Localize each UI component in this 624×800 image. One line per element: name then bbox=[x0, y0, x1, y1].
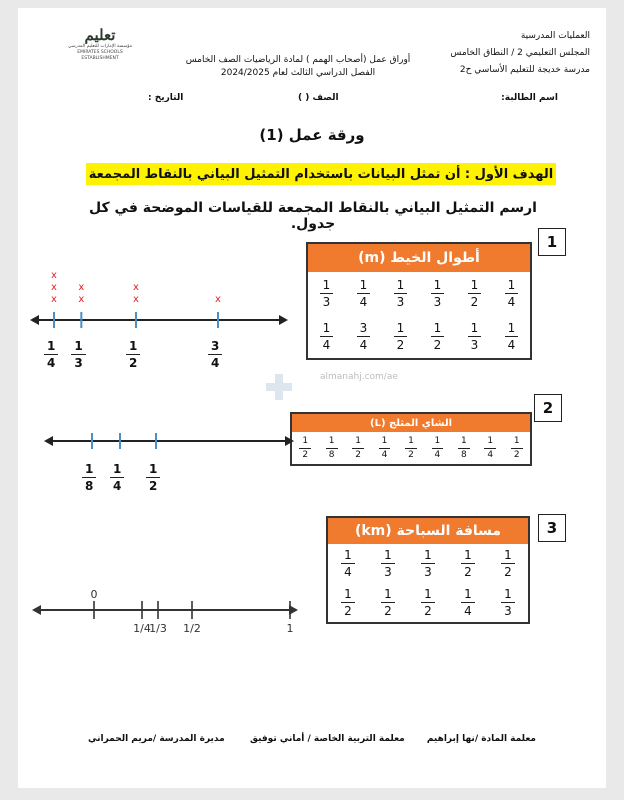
table-cell-fraction bbox=[431, 322, 445, 351]
watermark-site: almanahj.com/ae bbox=[320, 372, 398, 382]
worksheet-title: ورقة عمل (1) bbox=[259, 126, 365, 144]
goal-banner: الهدف الأول : أن تمثل البيانات باستخدام التمثيل البياني بالنقاط المجمعة bbox=[86, 163, 556, 185]
fraction-denominator: 4 bbox=[359, 295, 368, 309]
tick-label bbox=[82, 463, 96, 492]
fraction-denominator: 3 bbox=[396, 295, 405, 309]
table-cell-fraction bbox=[320, 279, 334, 308]
fraction-numerator: 1 bbox=[357, 279, 371, 294]
fraction-denominator: 4 bbox=[434, 449, 441, 460]
fraction-denominator: 4 bbox=[211, 356, 220, 370]
fraction-denominator: 8 bbox=[460, 449, 467, 460]
table-cell-fraction bbox=[381, 588, 395, 617]
problem-1-table-title: أطوال الخيط (m) bbox=[308, 244, 530, 272]
fraction-denominator: 3 bbox=[424, 565, 432, 579]
tick-label: 1/4 bbox=[133, 622, 151, 635]
watermark-cross bbox=[266, 374, 292, 400]
table-cell-fraction bbox=[320, 322, 334, 351]
fraction-denominator: 3 bbox=[470, 338, 479, 352]
fraction-numerator: 1 bbox=[320, 279, 334, 294]
table-cell-fraction bbox=[511, 437, 523, 460]
tick-label bbox=[126, 340, 140, 369]
table-row bbox=[328, 544, 528, 583]
fraction-denominator: 2 bbox=[470, 295, 479, 309]
fraction-numerator: 1 bbox=[381, 549, 395, 564]
fraction-denominator: 4 bbox=[344, 565, 352, 579]
fraction-denominator: 4 bbox=[113, 479, 122, 493]
header-right-line-3: مدرسة خديجة للتعليم الأساسي ح2 bbox=[459, 65, 590, 75]
fraction-denominator: 2 bbox=[408, 449, 414, 460]
fraction-denominator: 4 bbox=[359, 338, 368, 352]
fraction-numerator: 1 bbox=[326, 437, 338, 449]
problem-1-table-rows bbox=[308, 272, 530, 358]
table-cell-fraction bbox=[299, 437, 311, 460]
problem-3-table bbox=[326, 516, 530, 624]
fraction-numerator: 1 bbox=[432, 437, 444, 449]
fraction-numerator: 1 bbox=[299, 437, 311, 449]
table-cell-fraction bbox=[421, 588, 435, 617]
fraction-numerator: 1 bbox=[394, 279, 408, 294]
table-cell-fraction bbox=[484, 437, 496, 460]
problem-3-table-rows bbox=[328, 544, 528, 622]
fraction-denominator: 4 bbox=[507, 338, 516, 352]
plot-x-mark: x bbox=[51, 270, 57, 281]
fraction-numerator: 1 bbox=[431, 279, 445, 294]
fraction-denominator: 2 bbox=[302, 449, 309, 460]
problem-2-table-title: الشاي المثلج (L) bbox=[292, 414, 530, 432]
number-line-arrow-right bbox=[285, 436, 294, 446]
logo-sub-3: ESTABLISHMENT bbox=[81, 56, 119, 61]
student-name-label: اسم الطالبة: bbox=[501, 93, 558, 103]
fraction-denominator: 4 bbox=[487, 449, 494, 460]
plot-x-mark: x bbox=[133, 294, 139, 305]
fraction-numerator: 1 bbox=[126, 340, 140, 355]
footer-teacher: معلمة المادة /نها إبراهيم bbox=[426, 734, 536, 744]
fraction-numerator: 1 bbox=[484, 437, 496, 449]
table-cell-fraction bbox=[341, 588, 355, 617]
fraction-numerator: 1 bbox=[468, 322, 482, 337]
fraction-numerator: 1 bbox=[320, 322, 334, 337]
header-right-line-1: العمليات المدرسية bbox=[520, 31, 590, 41]
fraction-numerator: 1 bbox=[381, 588, 395, 603]
fraction-numerator: 1 bbox=[394, 322, 408, 337]
table-cell-fraction bbox=[394, 322, 408, 351]
tick-label bbox=[110, 463, 124, 492]
fraction-denominator: 3 bbox=[74, 356, 83, 370]
fraction-numerator: 1 bbox=[501, 588, 515, 603]
fraction-numerator: 1 bbox=[501, 549, 515, 564]
plot-x-mark: x bbox=[133, 282, 139, 293]
problem-2-line-plot bbox=[40, 426, 298, 456]
fraction-denominator: 2 bbox=[464, 565, 472, 579]
table-row bbox=[308, 315, 530, 358]
ministry-logo bbox=[60, 26, 140, 84]
table-cell-fraction bbox=[461, 588, 475, 617]
footer-principal: مديرة المدرسة /مريم الحمراني bbox=[88, 734, 225, 744]
table-cell-fraction bbox=[501, 588, 515, 617]
table-cell-fraction bbox=[431, 279, 445, 308]
logo-sub-2: EMIRATES SCHOOLS bbox=[77, 50, 123, 55]
fraction-numerator: 1 bbox=[421, 549, 435, 564]
number-line-arrow-left bbox=[30, 315, 39, 325]
table-cell-fraction bbox=[468, 322, 482, 351]
table-cell-fraction bbox=[468, 279, 482, 308]
fraction-numerator: 3 bbox=[208, 340, 222, 355]
table-cell-fraction bbox=[357, 322, 371, 351]
table-cell-fraction bbox=[379, 437, 391, 460]
plot-x-mark: x bbox=[51, 294, 57, 305]
problem-number-1: 1 bbox=[538, 228, 566, 256]
table-cell-fraction bbox=[357, 279, 371, 308]
table-cell-fraction bbox=[505, 322, 519, 351]
fraction-denominator: 2 bbox=[129, 356, 138, 370]
logo-text: تعليم bbox=[84, 26, 116, 44]
problem-1-table bbox=[306, 242, 532, 360]
table-row bbox=[328, 583, 528, 622]
table-cell-fraction bbox=[501, 549, 515, 578]
header-center-line-2: الفصل الدراسي الثالث لعام 2024/2025 bbox=[220, 68, 376, 78]
fraction-denominator: 4 bbox=[507, 295, 516, 309]
worksheet-page bbox=[18, 8, 606, 788]
date-label: التاريخ : bbox=[148, 93, 184, 103]
fraction-numerator: 1 bbox=[505, 322, 519, 337]
fraction-numerator: 1 bbox=[461, 588, 475, 603]
fraction-denominator: 8 bbox=[85, 479, 94, 493]
fraction-numerator: 1 bbox=[405, 437, 417, 449]
tick-label bbox=[208, 340, 222, 369]
tick-label bbox=[44, 340, 58, 369]
table-cell-fraction bbox=[505, 279, 519, 308]
fraction-numerator: 1 bbox=[341, 549, 355, 564]
plot-x-mark: x bbox=[78, 282, 85, 293]
fraction-denominator: 2 bbox=[424, 604, 432, 618]
table-cell-fraction bbox=[381, 549, 395, 578]
fraction-denominator: 2 bbox=[433, 338, 442, 352]
fraction-numerator: 3 bbox=[357, 322, 371, 337]
fraction-numerator: 1 bbox=[352, 437, 364, 449]
fraction-numerator: 1 bbox=[146, 463, 160, 478]
fraction-denominator: 4 bbox=[322, 338, 331, 352]
fraction-numerator: 1 bbox=[110, 463, 124, 478]
fraction-denominator: 2 bbox=[355, 449, 361, 460]
tick-label bbox=[71, 340, 85, 369]
fraction-denominator: 2 bbox=[513, 449, 520, 460]
table-row bbox=[292, 432, 530, 464]
number-line-arrow-left bbox=[44, 436, 53, 446]
table-cell-fraction bbox=[405, 437, 417, 460]
fraction-denominator: 8 bbox=[328, 449, 335, 460]
problem-number-3: 3 bbox=[538, 514, 566, 542]
number-line-arrow-left bbox=[32, 605, 41, 615]
table-cell-fraction bbox=[461, 549, 475, 578]
fraction-denominator: 2 bbox=[396, 338, 405, 352]
table-row bbox=[308, 272, 530, 315]
fraction-denominator: 4 bbox=[47, 356, 56, 370]
fraction-numerator: 1 bbox=[44, 340, 58, 355]
school-info bbox=[450, 30, 590, 77]
instruction-text: ارسم التمثيل البياني بالنقاط المجمعة للقياسات الموضحة في كل جدول. bbox=[89, 200, 537, 232]
fraction-denominator: 3 bbox=[433, 295, 442, 309]
problem-number-2: 2 bbox=[534, 394, 562, 422]
problem-3-line-plot bbox=[28, 588, 302, 648]
plot-x-mark: x bbox=[215, 294, 221, 305]
logo-sub-1: مؤسسة الإمارات للتعليم المدرسي bbox=[68, 44, 132, 49]
problem-3-table-title: مسافة السباحة (km) bbox=[328, 518, 528, 544]
fraction-denominator: 4 bbox=[381, 449, 388, 460]
problem-1-line-plot bbox=[26, 244, 296, 344]
tick-label: 1 bbox=[286, 622, 294, 635]
fraction-numerator: 1 bbox=[421, 588, 435, 603]
fraction-numerator: 1 bbox=[511, 437, 523, 449]
fraction-denominator: 4 bbox=[464, 604, 472, 618]
fraction-numerator: 1 bbox=[461, 549, 475, 564]
class-label: الصف ( ) bbox=[298, 93, 339, 103]
problem-2-table bbox=[290, 412, 532, 466]
tick-label: 1/3 bbox=[149, 622, 167, 635]
fraction-denominator: 3 bbox=[384, 565, 392, 579]
header-center-line-1: أوراق عمل (أصحاب الهمم ) لمادة الرياضيات الصف الخامس bbox=[185, 55, 411, 65]
table-cell-fraction bbox=[326, 437, 338, 460]
fraction-denominator: 2 bbox=[149, 479, 158, 493]
table-cell-fraction bbox=[352, 437, 364, 460]
tick-label bbox=[146, 463, 160, 492]
number-line-arrow-right bbox=[279, 315, 288, 325]
table-cell-fraction bbox=[432, 437, 444, 460]
fraction-denominator: 2 bbox=[344, 604, 352, 618]
tick-label: 0 bbox=[90, 588, 98, 601]
fraction-denominator: 2 bbox=[384, 604, 392, 618]
fraction-numerator: 1 bbox=[458, 437, 470, 449]
fraction-denominator: 3 bbox=[504, 604, 512, 618]
fraction-numerator: 1 bbox=[379, 437, 391, 449]
fraction-denominator: 2 bbox=[504, 565, 512, 579]
tick-label: 1/2 bbox=[183, 622, 201, 635]
worksheet-subject-info bbox=[168, 54, 428, 80]
fraction-denominator: 3 bbox=[322, 295, 331, 309]
fraction-numerator: 1 bbox=[468, 279, 482, 294]
fraction-numerator: 1 bbox=[82, 463, 96, 478]
plot-x-mark: x bbox=[51, 282, 57, 293]
footer-special-ed: معلمة التربية الخاصة / أماني توفيق bbox=[250, 734, 405, 744]
fraction-numerator: 1 bbox=[341, 588, 355, 603]
plot-x-mark: x bbox=[78, 294, 85, 305]
fraction-numerator: 1 bbox=[431, 322, 445, 337]
table-cell-fraction bbox=[394, 279, 408, 308]
table-cell-fraction bbox=[458, 437, 470, 460]
table-cell-fraction bbox=[341, 549, 355, 578]
header-right-line-2: المجلس التعليمي 2 / النطاق الخامس bbox=[450, 48, 590, 58]
table-cell-fraction bbox=[421, 549, 435, 578]
fraction-numerator: 1 bbox=[505, 279, 519, 294]
fraction-numerator: 1 bbox=[71, 340, 85, 355]
problem-2-table-rows bbox=[292, 432, 530, 464]
